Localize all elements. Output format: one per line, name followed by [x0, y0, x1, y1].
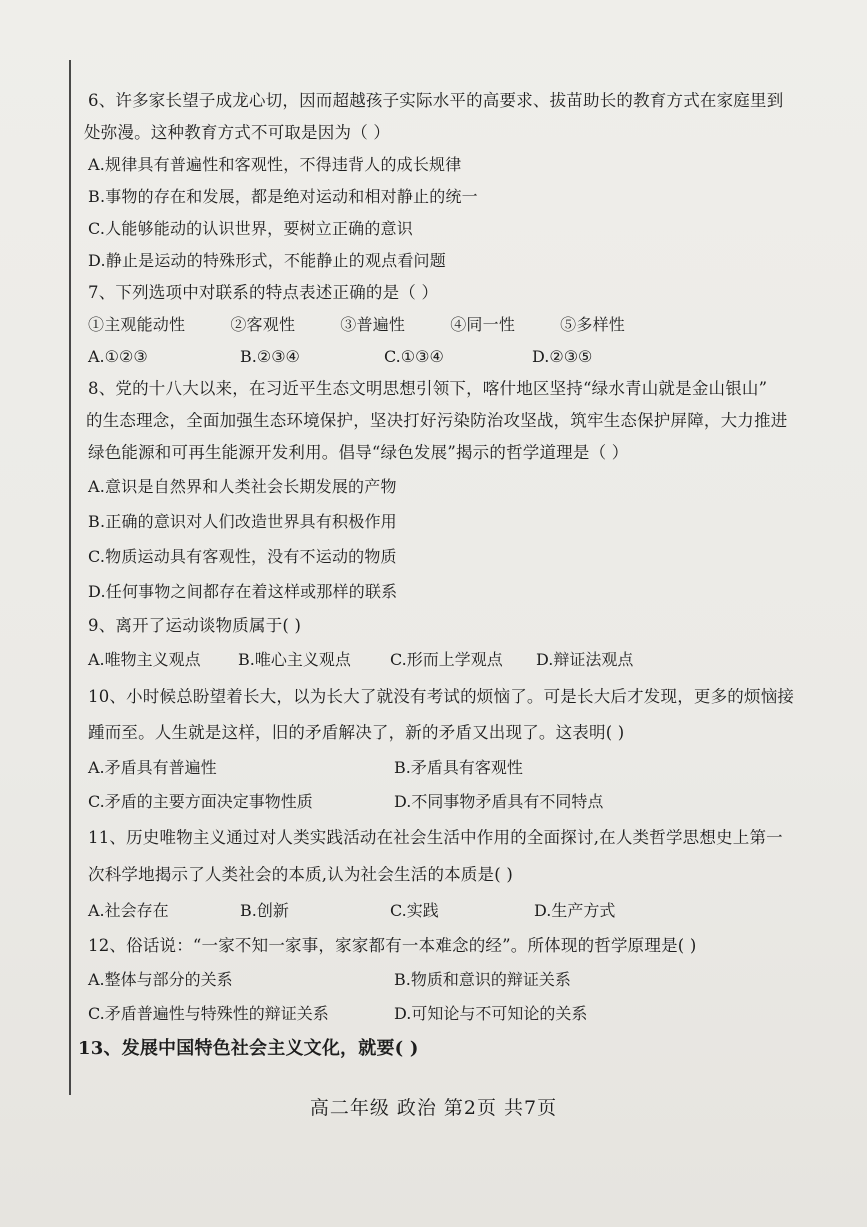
q10-option-d: D.不同事物矛盾具有不同特点	[394, 792, 604, 811]
q9-option-c: C.形而上学观点	[390, 650, 503, 669]
q8-option-c: C.物质运动具有客观性，没有不运动的物质	[88, 547, 397, 566]
q11-stem-line2: 次科学地揭示了人类社会的本质,认为社会生活的本质是( )	[88, 865, 513, 884]
q8-option-a: A.意识是自然界和人类社会长期发展的产物	[88, 477, 397, 496]
page-footer: 高二年级 政治 第2页 共7页	[309, 1097, 558, 1119]
q10-options-row2	[88, 785, 803, 819]
q6-option-a: A.规律具有普遍性和客观性，不得违背人的成长规律	[88, 155, 462, 174]
q10-option-c: C.矛盾的主要方面决定事物性质	[88, 792, 313, 811]
q11-option-c: C.实践	[390, 901, 439, 920]
question-13	[78, 1031, 803, 1067]
q11-stem-line1: 11、历史唯物主义通过对人类实践活动在社会生活中作用的全面探讨,在人类哲学思想史上第一	[88, 828, 783, 847]
q12-options-row2	[88, 997, 803, 1031]
question-content	[78, 85, 803, 1067]
q10-options-row1	[88, 751, 803, 785]
q13-stem: 13、发展中国特色社会主义文化，就要( )	[78, 1038, 419, 1059]
q10-stem-line1: 10、小时候总盼望着长大，以为长大了就没有考试的烦恼了。可是长大后才发现，更多的烦恼接	[88, 687, 795, 706]
q7-option-a: A.①②③	[88, 347, 148, 366]
q6-stem-line2: 处弥漫。这种教育方式不可取是因为（ ）	[84, 123, 391, 142]
binding-margin-line	[69, 60, 71, 1095]
q9-stem: 9、离开了运动谈物质属于( )	[88, 616, 302, 635]
q10-stem-line2: 踵而至。人生就是这样，旧的矛盾解决了，新的矛盾又出现了。这表明( )	[88, 723, 625, 742]
question-11	[88, 819, 803, 929]
q12-option-b: B.物质和意识的辩证关系	[394, 970, 571, 989]
q8-stem-line3: 绿色能源和可再生能源开发利用。倡导“绿色发展”揭示的哲学道理是（ ）	[88, 443, 629, 462]
q12-option-a: A.整体与部分的关系	[88, 970, 233, 989]
q8-stem-line2: 的生态理念，全面加强生态环境保护，坚决打好污染防治攻坚战，筑牢生态保护屏障，大力推进	[86, 411, 788, 430]
q10-option-a: A.矛盾具有普遍性	[88, 758, 217, 777]
q7-options	[88, 341, 803, 373]
q6-option-c: C.人能够能动的认识世界，要树立正确的意识	[88, 219, 413, 238]
question-9	[88, 609, 803, 677]
q7-option-d: D.②③⑤	[532, 347, 593, 366]
q9-option-d: D.辩证法观点	[536, 650, 634, 669]
question-7	[88, 277, 803, 373]
q8-option-d: D.任何事物之间都存在着这样或那样的联系	[88, 582, 398, 601]
q7-option-b: B.②③④	[240, 347, 300, 366]
q6-option-b: B.事物的存在和发展，都是绝对运动和相对静止的统一	[88, 187, 478, 206]
q11-option-a: A.社会存在	[88, 901, 169, 920]
q11-option-d: D.生产方式	[534, 901, 616, 920]
q8-stem-line1: 8、党的十八大以来，在习近平生态文明思想引领下，喀什地区坚持“绿水青山就是金山银山”	[88, 379, 768, 398]
q9-options	[88, 643, 803, 677]
q12-option-c: C.矛盾普遍性与特殊性的辩证关系	[88, 1004, 329, 1023]
question-10	[88, 679, 803, 819]
q8-option-b: B.正确的意识对人们改造世界具有积极作用	[88, 512, 397, 531]
q6-stem-line1: 6、许多家长望子成龙心切，因而超越孩子实际水平的高要求、拔苗助长的教育方式在家庭里到	[88, 91, 784, 110]
q12-stem: 12、俗话说：“一家不知一家事，家家都有一本难念的经”。所体现的哲学原理是( )	[88, 936, 697, 955]
q12-options-row1	[88, 963, 803, 997]
q10-option-b: B.矛盾具有客观性	[394, 758, 523, 777]
q11-options	[88, 893, 803, 929]
q9-option-a: A.唯物主义观点	[88, 650, 201, 669]
q6-option-d: D.静止是运动的特殊形式，不能静止的观点看问题	[88, 251, 446, 270]
question-12	[88, 929, 803, 1031]
q9-option-b: B.唯心主义观点	[238, 650, 351, 669]
question-8	[88, 373, 803, 609]
q7-items: ①主观能动性 ②客观性 ③普遍性 ④同一性 ⑤多样性	[88, 315, 625, 334]
q7-option-c: C.①③④	[384, 347, 444, 366]
q11-option-b: B.创新	[240, 901, 289, 920]
q12-option-d: D.可知论与不可知论的关系	[394, 1004, 588, 1023]
q7-stem: 7、下列选项中对联系的特点表述正确的是（ ）	[88, 283, 439, 302]
question-6	[84, 85, 803, 277]
